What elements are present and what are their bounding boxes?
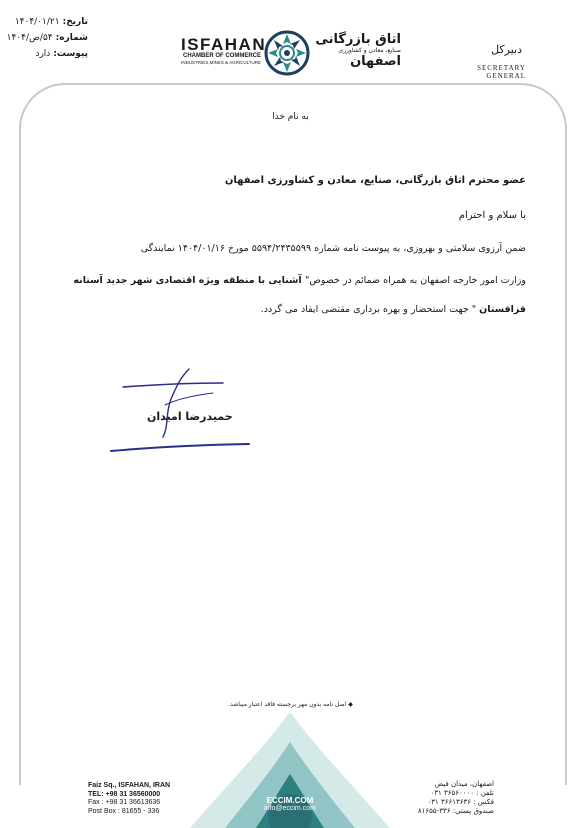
- letter-meta: [8, 14, 88, 62]
- office-title-en: SECRETARY GENERAL: [477, 64, 526, 80]
- signatory-name: حمیدرضا امیدان: [147, 410, 233, 423]
- page-frame: [19, 83, 567, 785]
- email-link[interactable]: info@eccim.com: [264, 805, 316, 812]
- note-diamond-icon: ◆: [348, 701, 353, 708]
- footer-address-en: [88, 782, 170, 816]
- logo-persian: [313, 33, 401, 69]
- footer-fa-tel: تلفن : ۳۶۵۶۰۰۰۰ ۰۳۱: [430, 789, 494, 797]
- logo-sectors: INDUSTRIES,MINES & AGRICULTURE: [181, 60, 261, 65]
- number-value: ۵۴/ص/۱۴۰۴: [6, 33, 53, 43]
- date-row: [8, 14, 88, 30]
- logo-chamber: CHAMBER OF COMMERCE: [183, 53, 261, 59]
- number-label: شماره:: [55, 33, 88, 43]
- footer-fax: Fax : +98 31 36613636: [88, 799, 161, 806]
- date-value: ۱۴۰۴/۰۱/۲۱: [14, 17, 60, 27]
- subject-part-2: قزاقستان: [479, 304, 526, 315]
- attachment-value: دارد: [35, 49, 51, 59]
- chamber-emblem-icon: [264, 30, 310, 76]
- footer-address-fa: [400, 780, 494, 816]
- website-link[interactable]: ECCIM.COM: [266, 796, 314, 805]
- subject-part-1: آشنایی با منطقه ویژه اقتصادی شهر جدید آستانه: [73, 275, 305, 286]
- body-line-3: [261, 304, 526, 315]
- body-line-3-text: " جهت استحضار و بهره برداری مقتضی ایفاد می گردد.: [260, 304, 480, 315]
- logo-english: [181, 35, 267, 66]
- footer-contact-center: [255, 797, 325, 813]
- body-line-1: ضمن آرزوی سلامتی و بهروزی، به پیوست نامه شماره ۵۵۹۴/۲۴۳۵۵۹۹ مورخ ۱۴۰۴/۰۱/۱۶ نمایندگی: [140, 243, 526, 254]
- logo-fa-chamber: اتاق بازرگانی: [315, 32, 401, 47]
- logo-city: ISFAHAN: [181, 35, 267, 54]
- validity-note: [0, 701, 581, 708]
- logo-fa-city: اصفهان: [350, 54, 401, 69]
- bismillah: به نام خدا: [272, 112, 309, 122]
- note-text: اصل نامه بدون مهر برجسته فاقد اعتبار میباشد.: [228, 701, 347, 708]
- attachment-label: پیوست:: [53, 49, 88, 59]
- footer-address-line: Faiz Sq., ISFAHAN, IRAN: [88, 782, 171, 789]
- greeting: با سلام و احترام: [458, 210, 526, 221]
- date-label: تاریخ:: [62, 17, 88, 27]
- body-line-2-text: وزارت امور خارجه اصفهان به همراه ضمائم در خصوص": [304, 275, 526, 286]
- attachment-row: [8, 46, 88, 62]
- footer-fa-pobox: صندوق پستی: ۳۳۶-۸۱۶۵۵: [417, 807, 494, 815]
- footer-fa-address: اصفهان، میدان فیض: [434, 780, 494, 788]
- footer-tel: TEL: +98 31 36560000: [88, 790, 161, 798]
- logo-fa-sectors: صنایع، معادن و کشاورزی: [338, 47, 401, 54]
- footer-fa-fax: فکس : ۳۶۶۱۳۶۳۶ ۰۳۱: [427, 798, 494, 806]
- footer-pobox: Post Box : 81655 - 336: [88, 807, 160, 815]
- office-title-fa: دبیرکل: [491, 43, 522, 56]
- number-row: [8, 30, 88, 46]
- addressee: عضو محترم اتاق بازرگانی، صنایع، معادن و کشاورزی اصفهان: [224, 175, 526, 186]
- body-line-2: [73, 275, 526, 286]
